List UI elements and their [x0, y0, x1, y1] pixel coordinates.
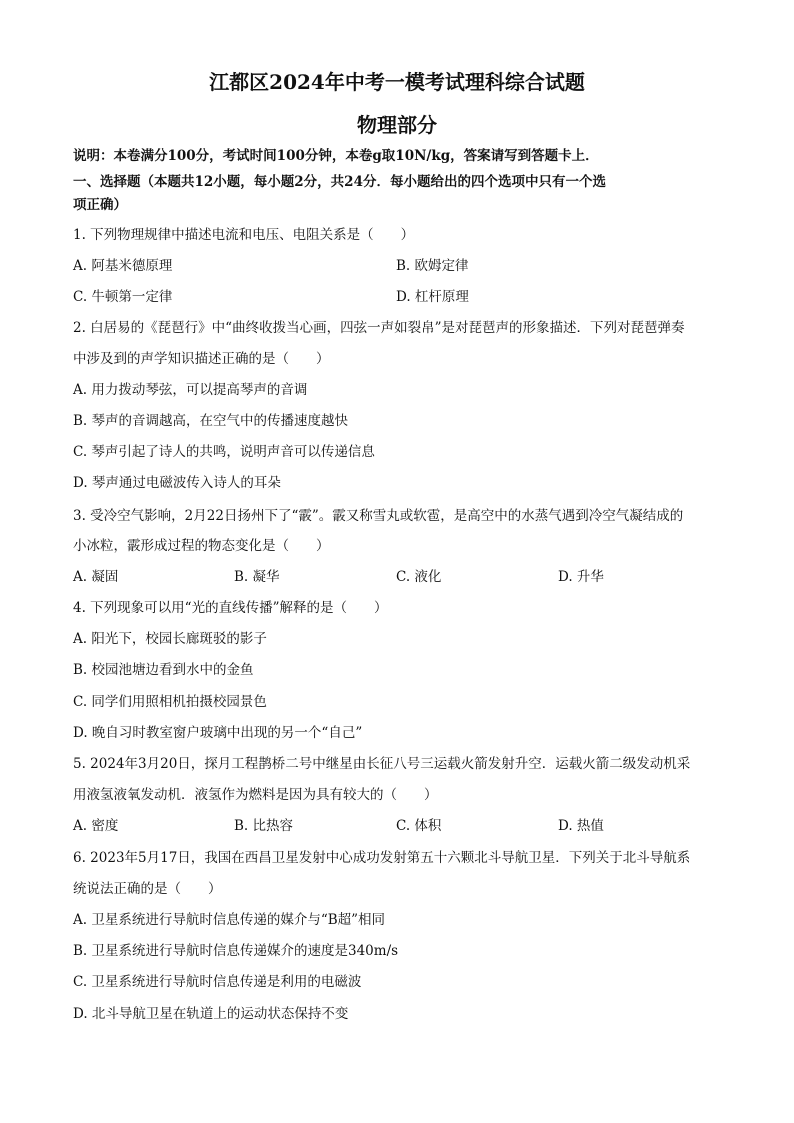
question-3-stem-line-1: 3. 受冷空气影响，2月22日扬州下了“霰”。霰又称雪丸或软雹，是高空中的水蒸气遇到冷空气凝结成的	[73, 508, 684, 524]
question-1-option-b: B. 欧姆定律	[396, 258, 469, 274]
question-2-option-d: D. 琴声通过电磁波传入诗人的耳朵	[73, 475, 281, 491]
question-6-stem-line-1: 6. 2023年5月17日，我国在西昌卫星发射中心成功发射第五十六颗北斗导航卫星．下列关于北斗导航系	[73, 850, 691, 866]
section-heading-line-2: 项正确）	[73, 197, 127, 213]
section-heading-line-1: 一、选择题（本题共12小题，每小题2分，共24分．每小题给出的四个选项中只有一个选	[73, 174, 606, 190]
question-5-option-a: A. 密度	[73, 818, 119, 834]
exam-subtitle: 物理部分	[357, 113, 437, 137]
question-5-option-c: C. 体积	[396, 818, 442, 834]
question-3-option-b: B. 凝华	[234, 569, 280, 585]
question-1-stem: 1. 下列物理规律中描述电流和电压、电阻关系是（ ）	[73, 227, 415, 243]
question-3-option-d: D. 升华	[558, 569, 604, 585]
question-2-option-b: B. 琴声的音调越高，在空气中的传播速度越快	[73, 413, 349, 429]
question-5-option-b: B. 比热容	[234, 818, 294, 834]
instructions: 说明：本卷满分100分，考试时间100分钟，本卷g取10N/kg，答案请写到答题卡上．	[73, 148, 599, 164]
question-3-option-a: A. 凝固	[73, 569, 119, 585]
question-3-stem-line-2: 小冰粒，霰形成过程的物态变化是（ ）	[73, 538, 330, 554]
question-4-option-b: B. 校园池塘边看到水中的金鱼	[73, 662, 254, 678]
question-1-option-a: A. 阿基米德原理	[73, 258, 173, 274]
question-2-stem-line-1: 2. 白居易的《琵琶行》中“曲终收拨当心画，四弦一声如裂帛”是对琵琶声的形象描述．下列对琵琶弹奏	[73, 320, 685, 336]
question-5-stem-line-2: 用液氢液氧发动机．液氢作为燃料是因为具有较大的（ ）	[73, 787, 438, 803]
question-5-option-d: D. 热值	[558, 818, 604, 834]
question-3-option-c: C. 液化	[396, 569, 442, 585]
question-2-stem-line-2: 中涉及到的声学知识描述正确的是（ ）	[73, 351, 330, 367]
question-6-option-a: A. 卫星系统进行导航时信息传递的媒介与“B超”相同	[73, 912, 386, 928]
question-1-option-c: C. 牛顿第一定律	[73, 289, 173, 305]
question-6-stem-line-2: 统说法正确的是（ ）	[73, 881, 222, 897]
question-4-option-a: A. 阳光下，校园长廊斑驳的影子	[73, 631, 267, 647]
question-4-option-c: C. 同学们用照相机拍摄校园景色	[73, 694, 267, 710]
question-1-option-d: D. 杠杆原理	[396, 289, 469, 305]
question-2-option-a: A. 用力拨动琴弦，可以提高琴声的音调	[73, 382, 308, 398]
exam-title: 江都区2024年中考一模考试理科综合试题	[209, 70, 585, 94]
question-4-option-d: D. 晚自习时教室窗户玻璃中出现的另一个“自己”	[73, 725, 363, 741]
question-2-option-c: C. 琴声引起了诗人的共鸣，说明声音可以传递信息	[73, 444, 375, 460]
question-6-option-d: D. 北斗导航卫星在轨道上的运动状态保持不变	[73, 1006, 349, 1022]
question-5-stem-line-1: 5. 2024年3月20日，探月工程鹊桥二号中继星由长征八号三运载火箭发射升空．运载火箭二级发动机采	[73, 756, 691, 772]
question-6-option-b: B. 卫星系统进行导航时信息传递媒介的速度是340m/s	[73, 943, 399, 959]
question-6-option-c: C. 卫星系统进行导航时信息传递是利用的电磁波	[73, 974, 362, 990]
question-4-stem: 4. 下列现象可以用“光的直线传播”解释的是（ ）	[73, 600, 388, 616]
